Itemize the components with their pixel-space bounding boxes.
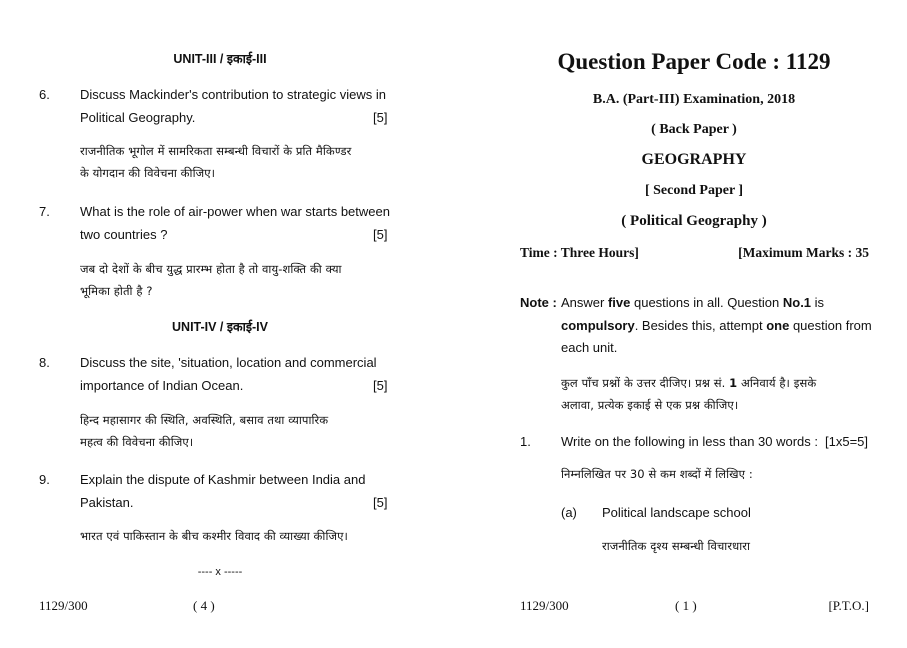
note-line1: Answer five questions in all. Question No.1 is bbox=[561, 295, 825, 310]
q6-hindi-line2: के योगदान की विवेचना कीजिए। bbox=[80, 166, 216, 180]
q8-english-line2: importance of Indian Ocean. bbox=[80, 378, 244, 393]
paper-title: ( Political Geography ) bbox=[621, 213, 767, 229]
q8-marks: [5] bbox=[373, 378, 388, 393]
q9-number: 9. bbox=[39, 472, 50, 487]
q6-english-line1: Discuss Mackinder's contribution to strategic views in bbox=[80, 87, 386, 102]
q6-number: 6. bbox=[39, 87, 50, 102]
question-paper-code: Question Paper Code : 1129 bbox=[557, 49, 831, 74]
q8-hindi-line1: हिन्द महासागर की स्थिति, अवस्थिति, बसाव तथा व्यापारिक bbox=[80, 413, 329, 427]
left-page bbox=[0, 0, 440, 648]
q6-hindi-line1: राजनीतिक भूगोल में सामरिकता सम्बन्धी विचारों के प्रति मैकिण्डर bbox=[80, 144, 352, 158]
unit4-heading: UNIT-IV / इकाई-IV bbox=[172, 320, 268, 334]
q9-english-line1: Explain the dispute of Kashmir between India and bbox=[80, 472, 366, 487]
footer-code-right: 1129/300 bbox=[520, 598, 569, 613]
right-page bbox=[466, 0, 907, 648]
q9-hindi-line1: भारत एवं पाकिस्तान के बीच कश्मीर विवाद की व्याख्या कीजिए। bbox=[80, 529, 348, 543]
q7-number: 7. bbox=[39, 204, 50, 219]
time-allowed: Time : Three Hours] bbox=[520, 245, 639, 260]
maximum-marks: [Maximum Marks : 35 bbox=[738, 245, 869, 260]
q7-hindi-line2: भूमिका होती है ? bbox=[80, 284, 153, 298]
q1-marks: [1x5=5] bbox=[825, 434, 869, 449]
q7-marks: [5] bbox=[373, 227, 388, 242]
q1-hindi: निम्नलिखित पर 30 से कम शब्दों में लिखिए : bbox=[561, 467, 753, 481]
q1-part-a-label: (a) bbox=[561, 505, 577, 520]
footer-page-right: ( 1 ) bbox=[675, 598, 697, 613]
footer-pto: [P.T.O.] bbox=[828, 598, 869, 613]
q8-english-line1: Discuss the site, 'situation, location and commercial bbox=[80, 355, 377, 370]
q7-english-line1: What is the role of air-power when war starts between bbox=[80, 204, 390, 219]
footer-code-left: 1129/300 bbox=[39, 598, 88, 613]
exam-title: B.A. (Part-III) Examination, 2018 bbox=[592, 92, 796, 107]
note-line3: each unit. bbox=[561, 340, 618, 355]
q1-part-a-hindi: राजनीतिक दृश्य सम्बन्धी विचारधारा bbox=[602, 539, 751, 553]
q7-english-line2: two countries ? bbox=[80, 227, 168, 242]
note-hindi-line2: अलावा, प्रत्येक इकाई से एक प्रश्न कीजिए। bbox=[561, 398, 739, 412]
paper-number: [ Second Paper ] bbox=[644, 183, 744, 198]
note-label: Note : bbox=[520, 295, 557, 310]
q9-english-line2: Pakistan. bbox=[80, 495, 134, 510]
q7-hindi-line1: जब दो देशों के बीच युद्ध प्रारम्भ होता है तो वायु-शक्ति की क्या bbox=[80, 262, 342, 276]
note-hindi-line1: कुल पाँच प्रश्नों के उत्तर दीजिए। प्रश्न सं. 1 अनिवार्य है। इसके bbox=[561, 376, 817, 390]
q8-hindi-line2: महत्व की विवेचना कीजिए। bbox=[80, 435, 194, 449]
back-paper: ( Back Paper ) bbox=[651, 122, 737, 137]
end-mark: ---- x ----- bbox=[197, 566, 243, 578]
q1-english: Write on the following in less than 30 words : bbox=[561, 434, 819, 449]
subject: GEOGRAPHY bbox=[641, 151, 747, 168]
footer-page-left: ( 4 ) bbox=[193, 598, 215, 613]
q8-number: 8. bbox=[39, 355, 50, 370]
q1-number: 1. bbox=[520, 434, 531, 449]
q6-marks: [5] bbox=[373, 110, 388, 125]
q6-english-line2: Political Geography. bbox=[80, 110, 196, 125]
q9-marks: [5] bbox=[373, 495, 388, 510]
unit3-heading: UNIT-III / इकाई-III bbox=[173, 52, 267, 66]
q1-part-a-english: Political landscape school bbox=[602, 505, 751, 520]
note-line2: compulsory. Besides this, attempt one question from bbox=[561, 318, 872, 333]
